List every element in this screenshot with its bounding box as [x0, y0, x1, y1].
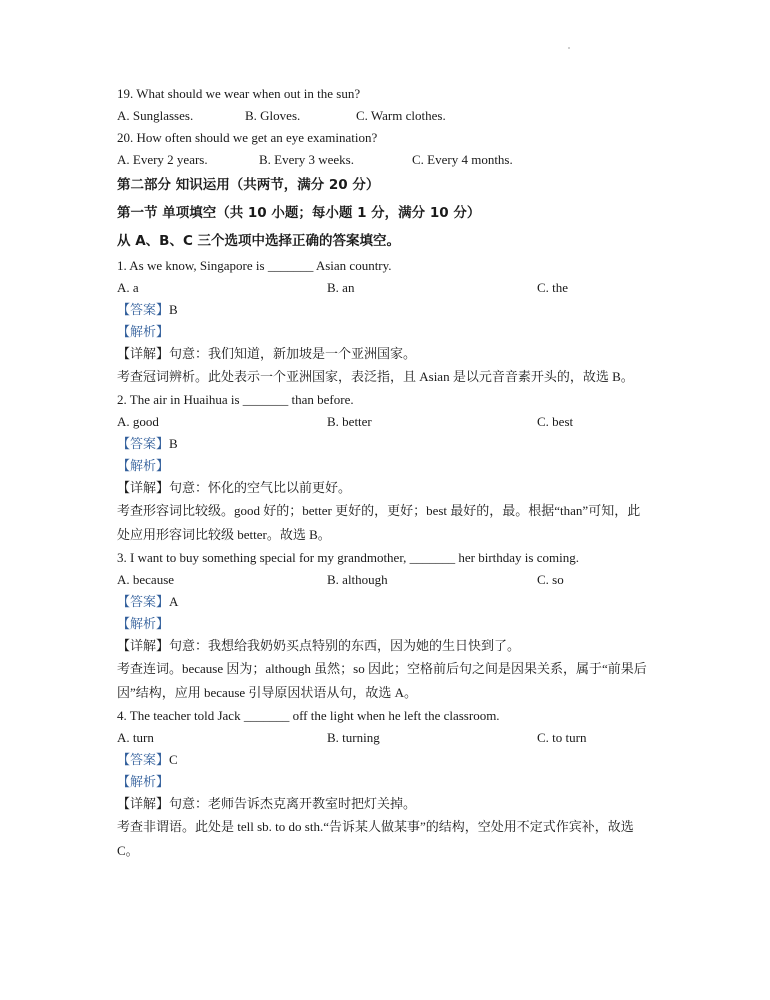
detail-text: 句意：我们知道，新加坡是一个亚洲国家。 — [169, 346, 417, 361]
detail-label: 【详解】 — [117, 638, 170, 653]
option-b: B. Gloves. — [245, 108, 301, 123]
answer-value: A — [169, 594, 179, 609]
option-a: A. a — [117, 280, 139, 295]
question-options — [117, 411, 647, 433]
document-page — [117, 83, 647, 863]
option-b: B. Every 3 weeks. — [259, 152, 354, 167]
part-heading: 第二部分 知识运用（共两节，满分 20 分） — [117, 177, 380, 193]
question-options — [117, 727, 647, 749]
question-stem: 4. The teacher told Jack _______ off the light when he left the classroom. — [117, 708, 500, 723]
page-marker-dot — [568, 47, 570, 49]
analysis-label: 【解析】 — [117, 324, 170, 339]
option-c: C. Warm clothes. — [356, 108, 446, 123]
option-a: A. turn — [117, 730, 154, 745]
option-a: A. good — [117, 414, 159, 429]
section-heading: 第一节 单项填空（共 10 小题；每小题 1 分，满分 10 分） — [117, 205, 481, 221]
answer-line — [117, 299, 647, 321]
answer-line — [117, 433, 647, 455]
analysis-label: 【解析】 — [117, 616, 170, 631]
question-options — [117, 569, 647, 591]
question-stem: 2. The air in Huaihua is _______ than before. — [117, 392, 354, 407]
detail-text: 句意：怀化的空气比以前更好。 — [169, 480, 352, 495]
answer-line — [117, 749, 647, 771]
answer-value: B — [169, 302, 178, 317]
question-19-options — [117, 105, 647, 127]
answer-line — [117, 591, 647, 613]
answer-value: B — [169, 436, 178, 451]
analysis-line — [117, 455, 647, 477]
answer-label: 【答案】 — [117, 302, 170, 317]
option-c: C. so — [537, 572, 564, 587]
detail-line — [117, 343, 647, 365]
analysis-line — [117, 771, 647, 793]
question-options — [117, 277, 647, 299]
detail-line — [117, 477, 647, 499]
option-b: B. better — [327, 414, 372, 429]
detail-label: 【详解】 — [117, 796, 170, 811]
option-c: C. to turn — [537, 730, 587, 745]
option-c: C. best — [537, 414, 574, 429]
detail-line — [117, 635, 647, 657]
option-a: A. Every 2 years. — [117, 152, 208, 167]
question-19: 19. What should we wear when out in the sun? — [117, 86, 361, 101]
detail-text: 句意：老师告诉杰克离开教室时把灯关掉。 — [169, 796, 417, 811]
option-b: B. although — [327, 572, 388, 587]
answer-value: C — [169, 752, 178, 767]
option-c: C. the — [537, 280, 569, 295]
option-c: C. Every 4 months. — [412, 152, 513, 167]
answer-label: 【答案】 — [117, 436, 170, 451]
analysis-label: 【解析】 — [117, 458, 170, 473]
answer-label: 【答案】 — [117, 752, 170, 767]
explanation-text: 考查非谓语。此处是 tell sb. to do sth.“告诉某人做某事”的结构，空处用不定式作宾补，故选 C。 — [117, 819, 634, 858]
analysis-line — [117, 321, 647, 343]
detail-text: 句意：我想给我奶奶买点特别的东西，因为她的生日快到了。 — [169, 638, 521, 653]
question-stem: 1. As we know, Singapore is _______ Asian country. — [117, 258, 392, 273]
option-a: A. Sunglasses. — [117, 108, 194, 123]
question-stem: 3. I want to buy something special for my grandmother, _______ her birthday is coming. — [117, 550, 579, 565]
option-b: B. an — [327, 280, 355, 295]
instruction-heading: 从 A、B、C 三个选项中选择正确的答案填空。 — [117, 233, 401, 249]
explanation-text: 考查冠词辨析。此处表示一个亚洲国家，表泛指，且 Asian 是以元音音素开头的，故选 B。 — [117, 369, 634, 384]
explanation-text: 考查形容词比较级。good 好的；better 更好的，更好；best 最好的，最。根据“than”可知，此处应用形容词比较级 better。故选 B。 — [117, 503, 641, 542]
analysis-label: 【解析】 — [117, 774, 170, 789]
detail-label: 【详解】 — [117, 346, 170, 361]
detail-line — [117, 793, 647, 815]
question-20: 20. How often should we get an eye examination? — [117, 130, 378, 145]
explanation-text: 考查连词。because 因为；although 虽然；so 因此；空格前后句之间是因果关系，属于“前果后因”结构，应用 because 引导原因状语从句，故选 A。 — [117, 661, 647, 700]
answer-label: 【答案】 — [117, 594, 170, 609]
question-20-options — [117, 149, 647, 171]
detail-label: 【详解】 — [117, 480, 170, 495]
option-a: A. because — [117, 572, 175, 587]
option-b: B. turning — [327, 730, 380, 745]
analysis-line — [117, 613, 647, 635]
